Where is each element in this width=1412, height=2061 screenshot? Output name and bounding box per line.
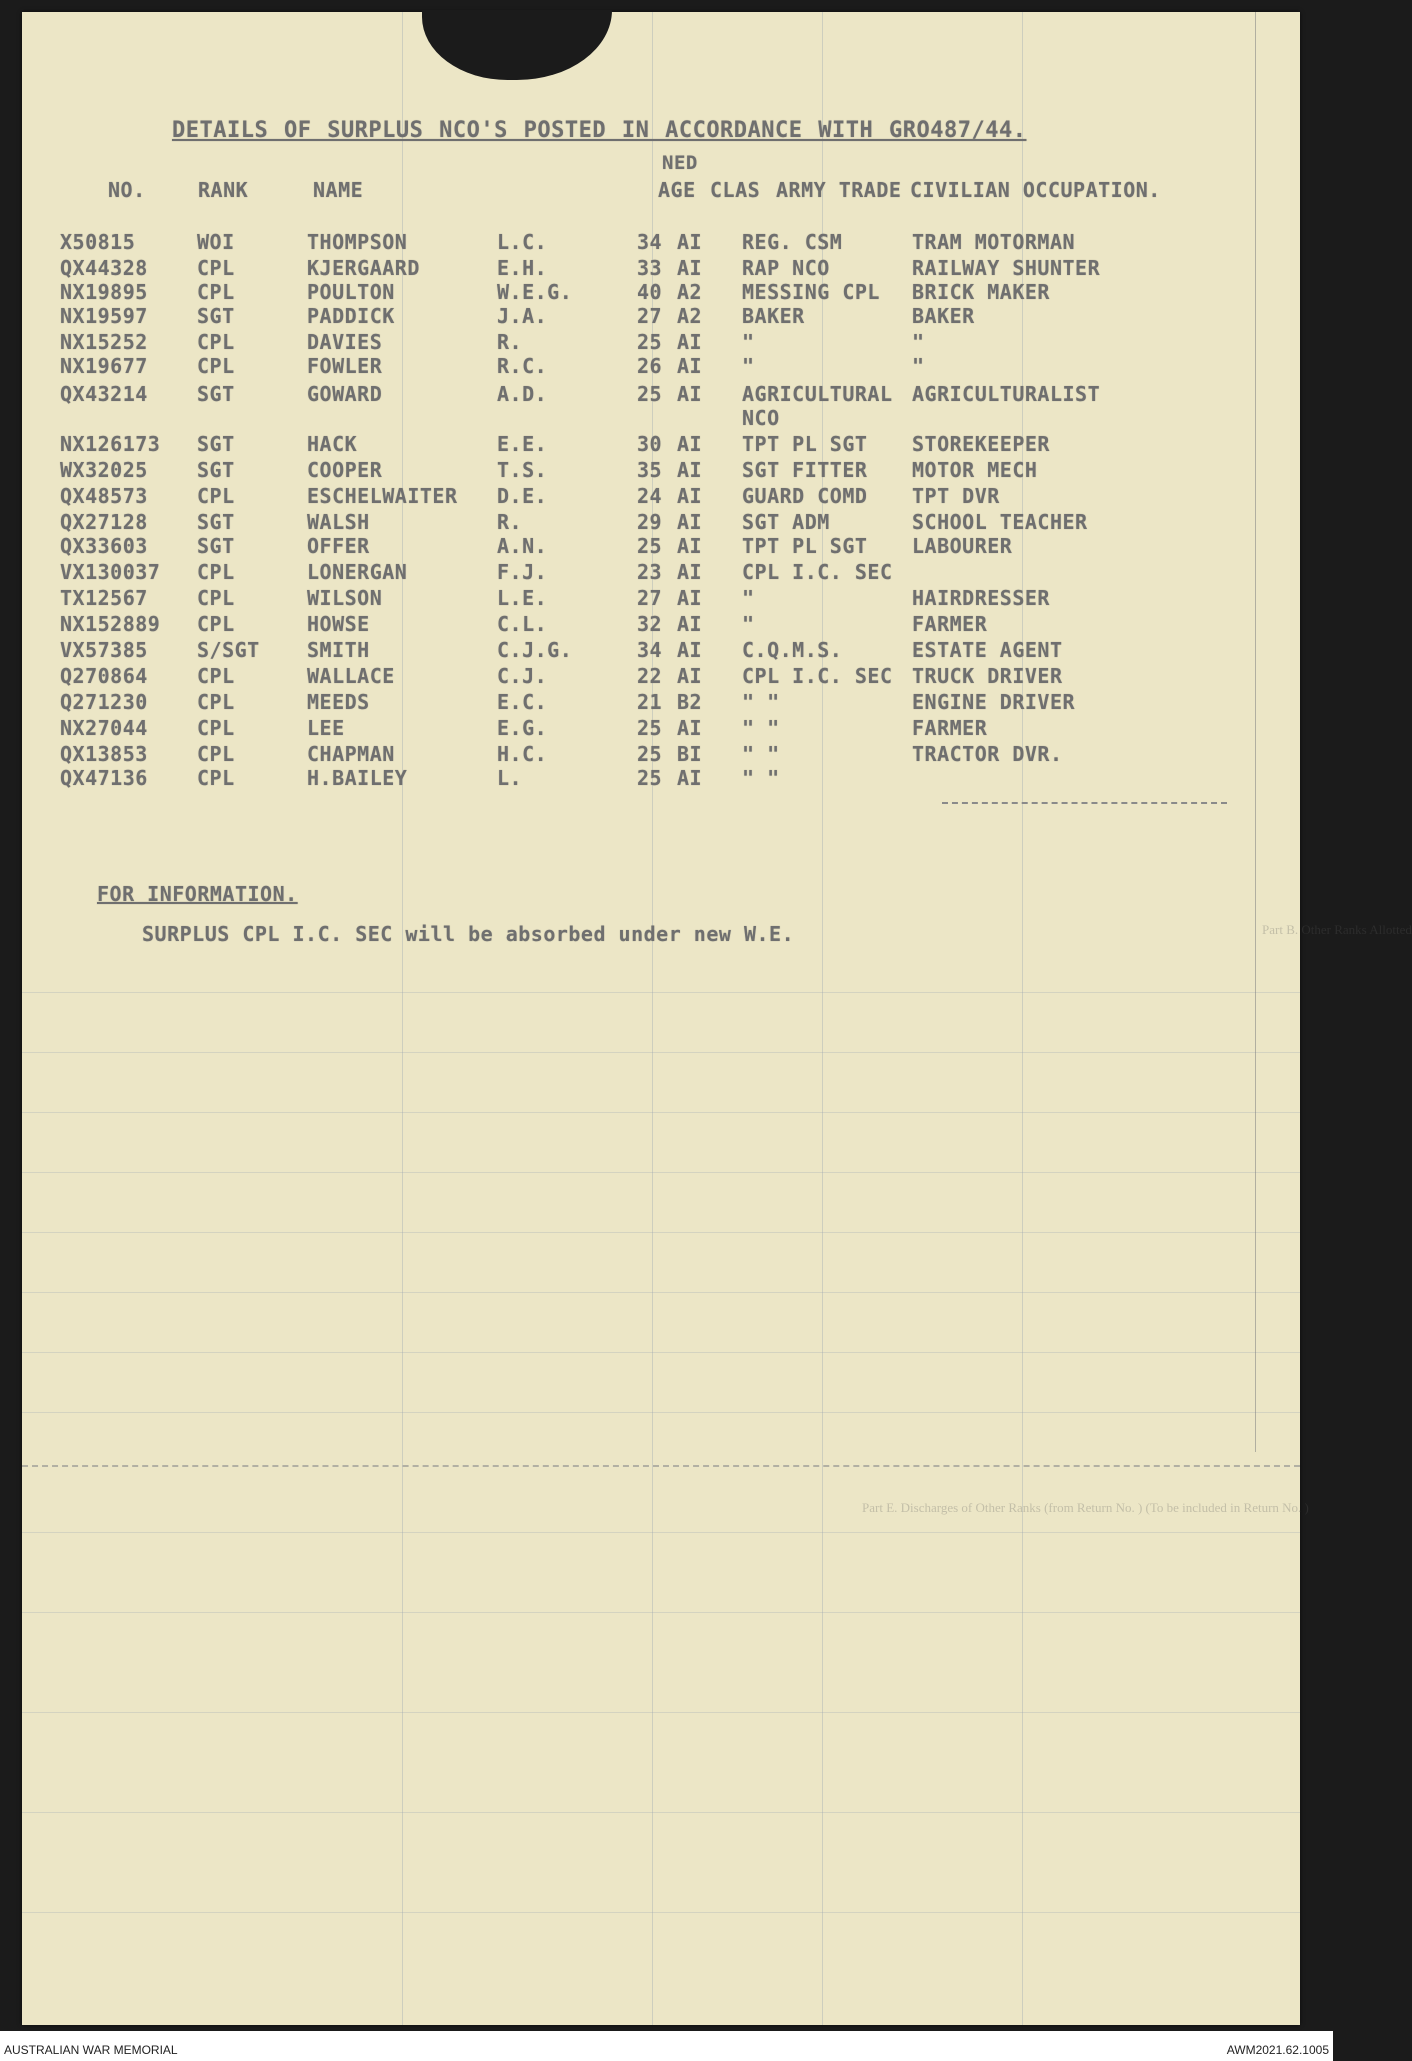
cell-clas: AI (677, 230, 703, 254)
ruling-line (22, 1112, 1300, 1113)
cell-init: C.J.G. (497, 638, 573, 662)
cell-rank: SGT (197, 534, 235, 558)
perforation-line (22, 1465, 1300, 1467)
cell-civ: ENGINE DRIVER (912, 690, 1076, 714)
table-row (22, 432, 1300, 458)
cell-rank: CPL (197, 612, 235, 636)
cell-rank: CPL (197, 664, 235, 688)
cell-rank: CPL (197, 742, 235, 766)
cell-rank: SGT (197, 458, 235, 482)
cell-init: T.S. (497, 458, 548, 482)
cell-civ: TRACTOR DVR. (912, 742, 1063, 766)
table-row (22, 766, 1300, 792)
cell-trade: SGT ADM (742, 510, 830, 534)
cell-init: F.J. (497, 560, 548, 584)
cell-rank: CPL (197, 560, 235, 584)
cell-trade: REG. CSM (742, 230, 843, 254)
cell-age: 25 (637, 330, 663, 354)
archive-footer (0, 2031, 1333, 2061)
table-row (22, 256, 1300, 282)
cell-rank: WOI (197, 230, 235, 254)
cell-civ: LABOURER (912, 534, 1013, 558)
cell-age: 25 (637, 716, 663, 740)
cell-no: NX15252 (60, 330, 148, 354)
cell-no: WX32025 (60, 458, 148, 482)
cell-clas: AI (677, 586, 703, 610)
cell-clas: AI (677, 716, 703, 740)
cell-civ: " (912, 354, 925, 378)
cell-no: VX57385 (60, 638, 148, 662)
table-row (22, 382, 1300, 430)
cell-age: 25 (637, 742, 663, 766)
table-row (22, 638, 1300, 664)
cell-clas: AI (677, 458, 703, 482)
cell-civ: HAIRDRESSER (912, 586, 1050, 610)
cell-age: 26 (637, 354, 663, 378)
cell-name: WALLACE (307, 664, 395, 688)
cell-no: QX48573 (60, 484, 148, 508)
cell-init: L. (497, 766, 523, 790)
cell-rank: CPL (197, 330, 235, 354)
cell-age: 29 (637, 510, 663, 534)
header-no: NO. (108, 178, 146, 202)
cell-civ: FARMER (912, 612, 988, 636)
cell-rank: CPL (197, 256, 235, 280)
cell-age: 27 (637, 586, 663, 610)
cell-rank: CPL (197, 354, 235, 378)
cell-init: R. (497, 330, 523, 354)
cell-name: LEE (307, 716, 345, 740)
cell-init: C.L. (497, 612, 548, 636)
footer-institution: AUSTRALIAN WAR MEMORIAL (4, 2043, 178, 2057)
cell-init: E.C. (497, 690, 548, 714)
cell-clas: AI (677, 612, 703, 636)
ruling-line (22, 1712, 1300, 1713)
cell-civ: TPT DVR (912, 484, 1000, 508)
cell-rank: SGT (197, 432, 235, 456)
cell-age: 32 (637, 612, 663, 636)
header-note: NED (662, 152, 698, 174)
cell-trade: GUARD COMD (742, 484, 868, 508)
cell-rank: SGT (197, 304, 235, 328)
cell-trade: " (742, 612, 755, 636)
cell-civ: BAKER (912, 304, 975, 328)
cell-civ: STOREKEEPER (912, 432, 1050, 456)
cell-name: KJERGAARD (307, 256, 420, 280)
cell-civ: AGRICULTURALIST (912, 382, 1101, 406)
cell-no: QX44328 (60, 256, 148, 280)
cell-trade: " " (742, 742, 780, 766)
table-row (22, 354, 1300, 380)
cell-rank: CPL (197, 484, 235, 508)
cell-rank: CPL (197, 716, 235, 740)
header-clas: CLAS (710, 178, 761, 202)
cell-trade: SGT FITTER (742, 458, 868, 482)
cell-no: VX130037 (60, 560, 161, 584)
cell-civ: FARMER (912, 716, 988, 740)
table-row (22, 280, 1300, 306)
cell-no: NX19677 (60, 354, 148, 378)
table-row (22, 484, 1300, 510)
cell-name: THOMPSON (307, 230, 408, 254)
cell-clas: AI (677, 354, 703, 378)
cell-name: H.BAILEY (307, 766, 408, 790)
cell-init: E.E. (497, 432, 548, 456)
ruling-line (22, 1612, 1300, 1613)
cell-civ: TRUCK DRIVER (912, 664, 1063, 688)
cell-trade: " (742, 354, 755, 378)
header-rank: RANK (198, 178, 249, 202)
cell-clas: AI (677, 560, 703, 584)
ruling-line (22, 1292, 1300, 1293)
cell-no: NX152889 (60, 612, 161, 636)
cell-no: TX12567 (60, 586, 148, 610)
cell-init: J.A. (497, 304, 548, 328)
cell-trade: " (742, 586, 755, 610)
cell-name: WILSON (307, 586, 383, 610)
cell-age: 30 (637, 432, 663, 456)
cell-age: 40 (637, 280, 663, 304)
cell-init: E.H. (497, 256, 548, 280)
cell-no: QX13853 (60, 742, 148, 766)
cell-name: DAVIES (307, 330, 383, 354)
cell-init: A.N. (497, 534, 548, 558)
cell-trade: " " (742, 690, 780, 714)
column-headers (98, 178, 1248, 208)
cell-no: QX27128 (60, 510, 148, 534)
table-row (22, 586, 1300, 612)
cell-clas: A2 (677, 280, 703, 304)
cell-age: 25 (637, 382, 663, 406)
cell-clas: AI (677, 638, 703, 662)
cell-age: 27 (637, 304, 663, 328)
cell-init: A.D. (497, 382, 548, 406)
blank-underline (942, 802, 1227, 804)
cell-trade: TPT PL SGT (742, 432, 868, 456)
footer-reference: AWM2021.62.1005 (1226, 2043, 1329, 2057)
cell-init: C.J. (497, 664, 548, 688)
table-row (22, 612, 1300, 638)
cell-rank: CPL (197, 690, 235, 714)
cell-rank: CPL (197, 280, 235, 304)
cell-no: X50815 (60, 230, 136, 254)
cell-name: OFFER (307, 534, 370, 558)
cell-trade: CPL I.C. SEC (742, 560, 893, 584)
information-note: SURPLUS CPL I.C. SEC will be absorbed under new W.E. (142, 922, 795, 946)
header-age: AGE (658, 178, 696, 202)
ruling-line (22, 1052, 1300, 1053)
cell-clas: BI (677, 742, 703, 766)
cell-age: 34 (637, 638, 663, 662)
cell-trade: " " (742, 716, 780, 740)
document-page (22, 12, 1412, 2025)
ruling-line (22, 1412, 1300, 1413)
cell-no: NX27044 (60, 716, 148, 740)
cell-clas: AI (677, 382, 703, 406)
cell-no: QX33603 (60, 534, 148, 558)
cell-clas: AI (677, 534, 703, 558)
cell-age: 33 (637, 256, 663, 280)
table-row (22, 664, 1300, 690)
cell-civ: RAILWAY SHUNTER (912, 256, 1101, 280)
cell-age: 21 (637, 690, 663, 714)
cell-name: GOWARD (307, 382, 383, 406)
cell-name: FOWLER (307, 354, 383, 378)
cell-init: H.C. (497, 742, 548, 766)
cell-civ: TRAM MOTORMAN (912, 230, 1076, 254)
table-row (22, 742, 1300, 768)
header-civilian-occupation: CIVILIAN OCCUPATION. (910, 178, 1161, 202)
ruling-line (22, 1172, 1300, 1173)
cell-no: NX19597 (60, 304, 148, 328)
cell-rank: SGT (197, 382, 235, 406)
cell-clas: AI (677, 510, 703, 534)
cell-name: WALSH (307, 510, 370, 534)
table-row (22, 458, 1300, 484)
cell-name: POULTON (307, 280, 395, 304)
cell-civ: MOTOR MECH (912, 458, 1038, 482)
cell-trade: TPT PL SGT (742, 534, 868, 558)
cell-clas: B2 (677, 690, 703, 714)
cell-name: CHAPMAN (307, 742, 395, 766)
table-row (22, 230, 1300, 256)
table-row (22, 510, 1300, 536)
cell-init: D.E. (497, 484, 548, 508)
cell-clas: AI (677, 664, 703, 688)
ruling-line (22, 1532, 1300, 1533)
cell-name: ESCHELWAITER (307, 484, 458, 508)
cell-age: 25 (637, 534, 663, 558)
torn-edge (422, 10, 612, 80)
cell-no: QX47136 (60, 766, 148, 790)
for-information-heading: FOR INFORMATION. (97, 882, 298, 906)
cell-trade: " (742, 330, 755, 354)
cell-no: NX19895 (60, 280, 148, 304)
show-through-text: Part E. Discharges of Other Ranks (from Return No. ) (To be included in Return No. ) (862, 1500, 1309, 1515)
ruling-line (22, 1232, 1300, 1233)
cell-age: 23 (637, 560, 663, 584)
cell-init: L.E. (497, 586, 548, 610)
show-through-text: Part B. Other Ranks Allotted (1262, 922, 1412, 937)
cell-age: 35 (637, 458, 663, 482)
cell-trade: C.Q.M.S. (742, 638, 843, 662)
cell-clas: AI (677, 766, 703, 790)
cell-name: LONERGAN (307, 560, 408, 584)
cell-name: SMITH (307, 638, 370, 662)
cell-name: COOPER (307, 458, 383, 482)
cell-rank: SGT (197, 510, 235, 534)
cell-clas: AI (677, 484, 703, 508)
header-army-trade: ARMY TRADE (776, 178, 902, 202)
cell-clas: AI (677, 330, 703, 354)
cell-trade: CPL I.C. SEC (742, 664, 893, 688)
cell-clas: A2 (677, 304, 703, 328)
cell-no: Q270864 (60, 664, 148, 688)
cell-rank: CPL (197, 586, 235, 610)
document-title: DETAILS OF SURPLUS NCO'S POSTED IN ACCORDANCE WITH GRO487/44. (172, 118, 1027, 143)
cell-civ: ESTATE AGENT (912, 638, 1063, 662)
cell-civ: " (912, 330, 925, 354)
ruling-line (22, 1912, 1300, 1913)
header-name: NAME (313, 178, 364, 202)
cell-no: NX126173 (60, 432, 161, 456)
cell-rank: S/SGT (197, 638, 260, 662)
cell-name: HACK (307, 432, 358, 456)
cell-init: W.E.G. (497, 280, 573, 304)
cell-clas: AI (677, 432, 703, 456)
cell-no: QX43214 (60, 382, 148, 406)
cell-trade: " " (742, 766, 780, 790)
cell-trade: MESSING CPL (742, 280, 880, 304)
cell-trade: RAP NCO (742, 256, 830, 280)
cell-name: PADDICK (307, 304, 395, 328)
table-row (22, 534, 1300, 560)
ruling-line (22, 992, 1300, 993)
table-row (22, 330, 1300, 356)
cell-no: Q271230 (60, 690, 148, 714)
cell-name: HOWSE (307, 612, 370, 636)
cell-trade: BAKER (742, 304, 805, 328)
ruling-line (22, 1812, 1300, 1813)
table-row (22, 690, 1300, 716)
table-row (22, 560, 1300, 586)
cell-init: R. (497, 510, 523, 534)
cell-age: 24 (637, 484, 663, 508)
cell-init: E.G. (497, 716, 548, 740)
cell-civ: BRICK MAKER (912, 280, 1050, 304)
table-row (22, 716, 1300, 742)
cell-clas: AI (677, 256, 703, 280)
cell-civ: SCHOOL TEACHER (912, 510, 1088, 534)
cell-age: 25 (637, 766, 663, 790)
cell-rank: CPL (197, 766, 235, 790)
cell-age: 22 (637, 664, 663, 688)
table-row (22, 304, 1300, 330)
cell-age: 34 (637, 230, 663, 254)
cell-name: MEEDS (307, 690, 370, 714)
ruling-line (22, 1352, 1300, 1353)
cell-init: R.C. (497, 354, 548, 378)
cell-trade: AGRICULTURAL NCO (742, 382, 893, 430)
cell-init: L.C. (497, 230, 548, 254)
